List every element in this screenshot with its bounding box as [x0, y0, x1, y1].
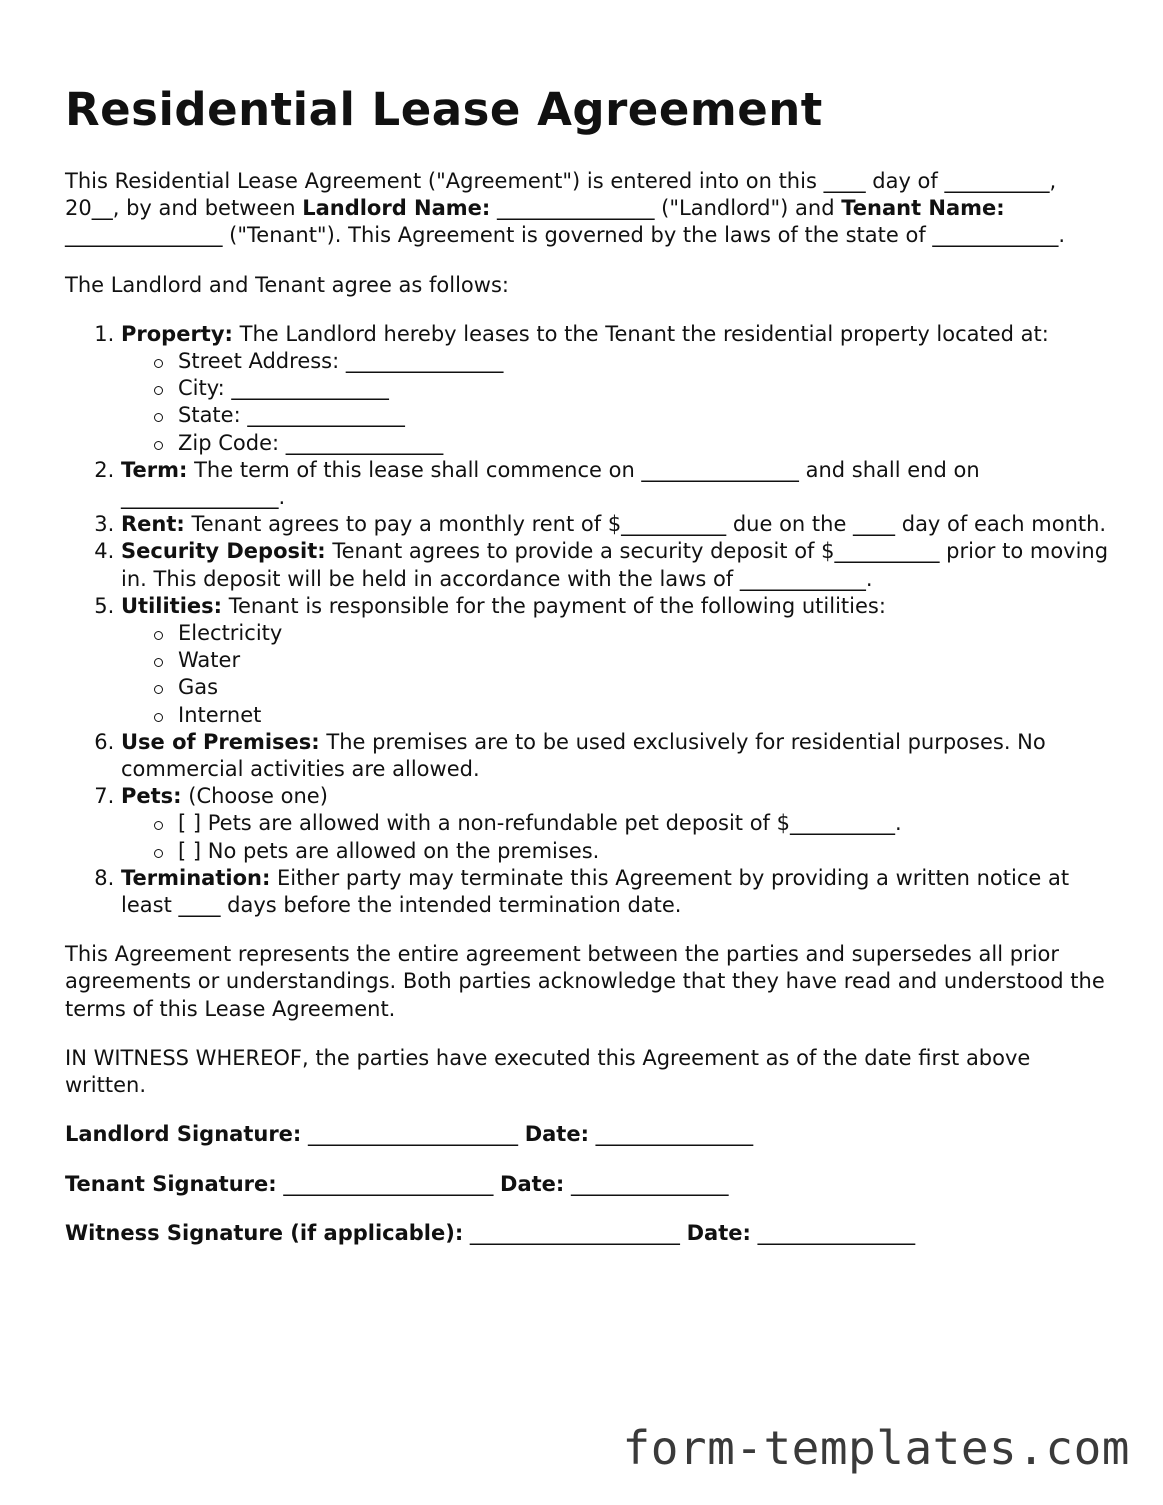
city-field: City: _______________ [178, 375, 1115, 402]
use-text: The premises are to be used exclusively for residential purposes. No commercial activities are allowed. [121, 729, 1046, 782]
intro-paragraph [65, 168, 1115, 250]
rent-text: Tenant agrees to pay a monthly rent of $__________ due on the ____ day of each month. [184, 512, 1107, 537]
witness-whereof-paragraph: IN WITNESS WHEREOF, the parties have executed this Agreement as of the date first above written. [65, 1045, 1031, 1098]
witness-date-label: Date: [686, 1220, 751, 1245]
lease-document [65, 84, 1115, 1247]
pets-label: Pets: [121, 784, 182, 809]
tenant-date-blank: _______________ [564, 1171, 729, 1196]
term-pets [121, 783, 1115, 865]
pets-allowed-option: [ ] Pets are allowed with a non-refundable pet deposit of $__________. [178, 810, 1115, 837]
utility-water: Water [178, 647, 1115, 674]
landlord-date-label: Date: [524, 1122, 589, 1147]
utility-gas: Gas [178, 674, 1115, 701]
tenant-signature-label: Tenant Signature: [65, 1171, 277, 1196]
term-term [121, 457, 1115, 511]
pets-options [121, 810, 1115, 864]
landlord-date-blank: _______________ [588, 1122, 754, 1147]
rent-label: Rent: [121, 512, 185, 537]
deposit-label: Security Deposit: [121, 539, 326, 564]
use-label: Use of Premises: [121, 729, 320, 754]
tenant-date-label: Date: [500, 1171, 565, 1196]
intro-text-3: _______________ ("Tenant"). This Agreement is governed by the laws of the state of ____________. [65, 223, 1066, 248]
witness-signature-blank: ____________________ [463, 1220, 687, 1245]
landlord-signature-line [65, 1121, 1115, 1148]
document-title: Residential Lease Agreement [65, 83, 823, 136]
no-pets-option: [ ] No pets are allowed on the premises. [178, 838, 1115, 865]
tenant-name-label: Tenant Name: [841, 196, 1005, 221]
tenant-signature-line [65, 1171, 1115, 1198]
property-label: Property: [121, 321, 233, 346]
property-text: The Landlord hereby leases to the Tenant the residential property located at: [232, 321, 1049, 346]
agree-paragraph: The Landlord and Tenant agree as follows: [65, 272, 509, 297]
utility-internet: Internet [178, 702, 1115, 729]
witness-signature-line [65, 1220, 1115, 1247]
term-rent [121, 511, 1115, 538]
terms-list [65, 321, 1115, 919]
landlord-signature-label: Landlord Signature: [65, 1122, 302, 1147]
deposit-text: Tenant agrees to provide a security deposit of $__________ prior to moving in. This deposit will be held in accordance with the laws of ____________. [121, 539, 1109, 591]
landlord-name-label: Landlord Name: [302, 196, 491, 221]
term-termination [121, 865, 1115, 919]
witness-date-blank: _______________ [750, 1220, 916, 1245]
zip-code-field: Zip Code: _______________ [178, 430, 1115, 457]
witness-signature-label: Witness Signature (if applicable): [65, 1220, 464, 1245]
intro-text-1: This Residential Lease Agreement ("Agreement") is entered into on this ____ day of __________, 20__, by and between [65, 169, 1057, 221]
term-security-deposit [121, 538, 1115, 592]
term-text: The term of this lease shall commence on _______________ and shall end on _______________. [121, 457, 980, 510]
landlord-signature-blank: ____________________ [301, 1122, 525, 1147]
termination-label: Termination: [121, 865, 271, 890]
utilities-items [121, 620, 1115, 729]
pets-text: (Choose one) [181, 784, 328, 809]
term-property [121, 321, 1115, 457]
utilities-text: Tenant is responsible for the payment of the following utilities: [222, 593, 886, 618]
termination-text: Either party may terminate this Agreement by providing a written notice at least ____ days before the intended termination date. [121, 865, 1070, 918]
term-use-of-premises [121, 729, 1115, 783]
term-label: Term: [121, 457, 188, 482]
term-utilities [121, 593, 1115, 729]
tenant-signature-blank: ____________________ [276, 1171, 501, 1196]
property-fields [121, 348, 1115, 457]
intro-text-2: _______________ ("Landlord") and [490, 196, 842, 221]
utility-electricity: Electricity [178, 620, 1115, 647]
utilities-label: Utilities: [121, 593, 223, 618]
street-address-field: Street Address: _______________ [178, 348, 1115, 375]
state-field: State: _______________ [178, 402, 1115, 429]
watermark-text: form-templates.com [622, 1421, 1130, 1475]
entire-agreement-paragraph: This Agreement represents the entire agreement between the parties and supersedes all prior agreements or understandings. Both parties acknowledge that they have read and understood the terms of this Lease Agreement. [65, 942, 1105, 1021]
